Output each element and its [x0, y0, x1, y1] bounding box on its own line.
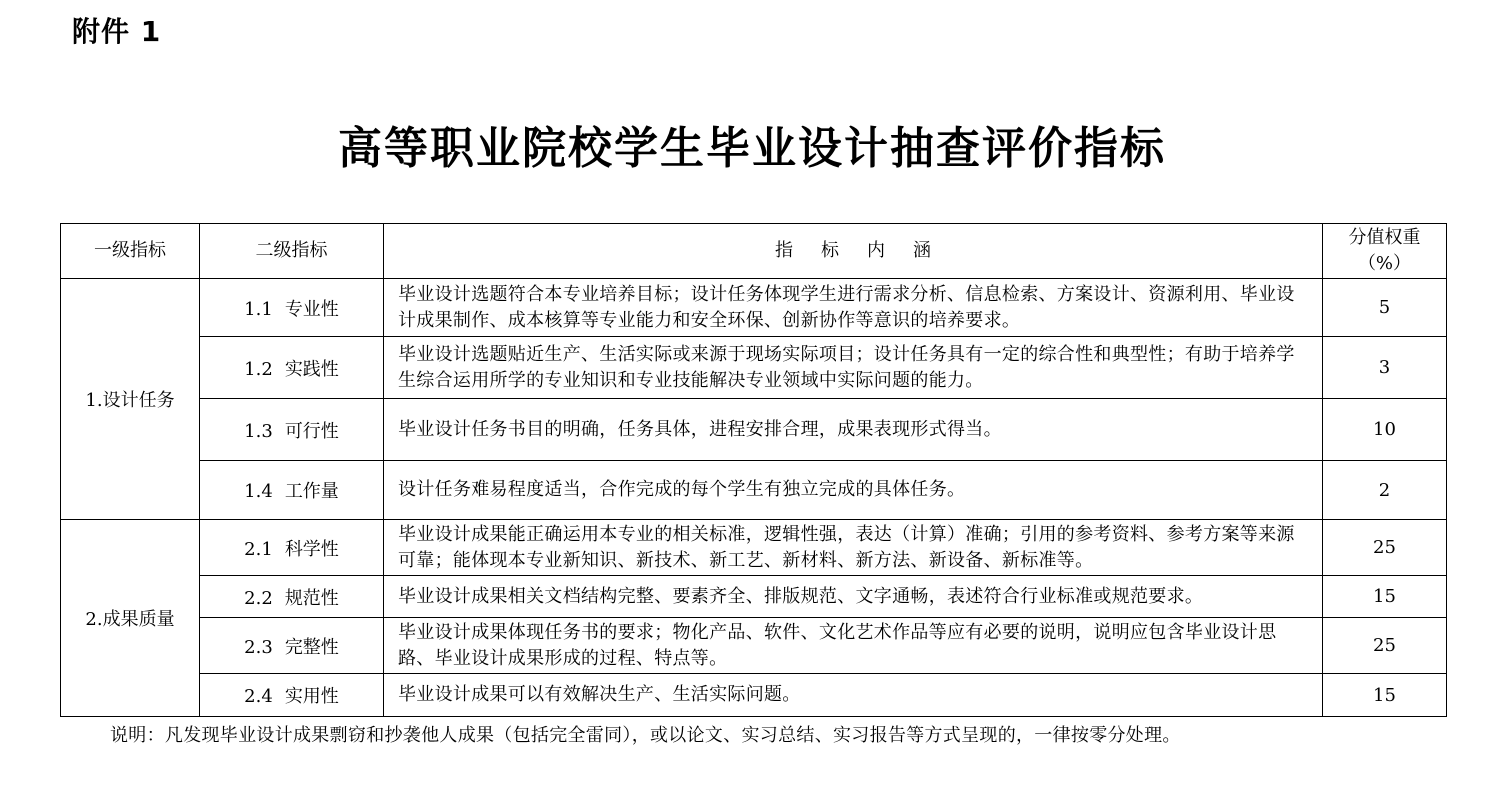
- table-header-row: [61, 224, 1447, 279]
- header-level1: 一级指标: [61, 224, 200, 279]
- level2-number: 2.3: [244, 636, 273, 658]
- level2-name: 科学性: [284, 538, 339, 560]
- level2-cell: [200, 399, 384, 461]
- content-cell: 毕业设计成果可以有效解决生产、生活实际问题。: [384, 674, 1323, 717]
- level2-name: 专业性: [284, 298, 339, 320]
- document-title: 高等职业院校学生毕业设计抽查评价指标: [338, 123, 1166, 174]
- level2-name: 可行性: [284, 420, 339, 442]
- header-weight-line1: 分值权重: [1348, 227, 1421, 248]
- level2-number: 1.1: [244, 298, 273, 320]
- table-row: [61, 461, 1447, 520]
- level2-name: 工作量: [284, 481, 339, 502]
- table-row: [61, 399, 1447, 461]
- weight-cell: 3: [1323, 337, 1447, 399]
- indicator-table: [60, 223, 1447, 717]
- weight-cell: 15: [1323, 576, 1447, 618]
- weight-cell: 15: [1323, 674, 1447, 717]
- header-level2: 二级指标: [200, 224, 384, 279]
- level2-name: 完整性: [284, 636, 339, 658]
- content-cell: 毕业设计成果体现任务书的要求；物化产品、软件、文化艺术作品等应有必要的说明，说明应包含毕业设计思路、毕业设计成果形成的过程、特点等。: [384, 618, 1323, 674]
- level1-cell: 2.成果质量: [61, 520, 200, 717]
- level2-cell: [200, 618, 384, 674]
- content-cell: 毕业设计成果相关文档结构完整、要素齐全、排版规范、文字通畅，表述符合行业标准或规范要求。: [384, 576, 1323, 618]
- weight-cell: 25: [1323, 520, 1447, 576]
- level2-number: 1.2: [244, 358, 273, 380]
- table-row: [61, 337, 1447, 399]
- header-weight: [1323, 224, 1447, 279]
- content-cell: 毕业设计选题贴近生产、生活实际或来源于现场实际项目；设计任务具有一定的综合性和典型性；有助于培养学生综合运用所学的专业知识和专业技能解决专业领域中实际问题的能力。: [384, 337, 1323, 399]
- table-row: [61, 279, 1447, 337]
- table-row: [61, 520, 1447, 576]
- level2-number: 1.3: [244, 420, 273, 442]
- level2-name: 规范性: [284, 587, 339, 609]
- level2-cell: [200, 337, 384, 399]
- weight-cell: 25: [1323, 618, 1447, 674]
- content-cell: 毕业设计任务书目的明确，任务具体，进程安排合理，成果表现形式得当。: [384, 399, 1323, 461]
- header-content: 指标内涵: [384, 224, 1323, 279]
- attachment-label: 附件 1: [72, 15, 162, 48]
- weight-cell: 5: [1323, 279, 1447, 337]
- level2-cell: [200, 674, 384, 717]
- table-row: [61, 618, 1447, 674]
- header-weight-line2: （%）: [1357, 253, 1412, 274]
- level2-cell: [200, 576, 384, 618]
- level2-cell: [200, 279, 384, 337]
- level2-number: 1.4: [244, 481, 273, 502]
- table-row: [61, 576, 1447, 618]
- footnote: 说明：凡发现毕业设计成果剽窃和抄袭他人成果（包括完全雷同），或以论文、实习总结、实习报告等方式呈现的，一律按零分处理。: [110, 725, 1181, 746]
- weight-cell: 10: [1323, 399, 1447, 461]
- table-row: [61, 674, 1447, 717]
- content-cell: 毕业设计成果能正确运用本专业的相关标准，逻辑性强，表达（计算）准确；引用的参考资料、参考方案等来源可靠；能体现本专业新知识、新技术、新工艺、新材料、新方法、新设备、新标准等。: [384, 520, 1323, 576]
- level2-name: 实用性: [284, 686, 339, 707]
- level2-cell: [200, 520, 384, 576]
- content-cell: 毕业设计选题符合本专业培养目标；设计任务体现学生进行需求分析、信息检索、方案设计、资源利用、毕业设计成果制作、成本核算等专业能力和安全环保、创新协作等意识的培养要求。: [384, 279, 1323, 337]
- level2-number: 2.1: [244, 538, 273, 560]
- level2-number: 2.4: [244, 686, 273, 707]
- level2-number: 2.2: [244, 587, 273, 609]
- content-cell: 设计任务难易程度适当，合作完成的每个学生有独立完成的具体任务。: [384, 461, 1323, 520]
- weight-cell: 2: [1323, 461, 1447, 520]
- level2-cell: [200, 461, 384, 520]
- level1-cell: 1.设计任务: [61, 279, 200, 520]
- level2-name: 实践性: [284, 358, 339, 380]
